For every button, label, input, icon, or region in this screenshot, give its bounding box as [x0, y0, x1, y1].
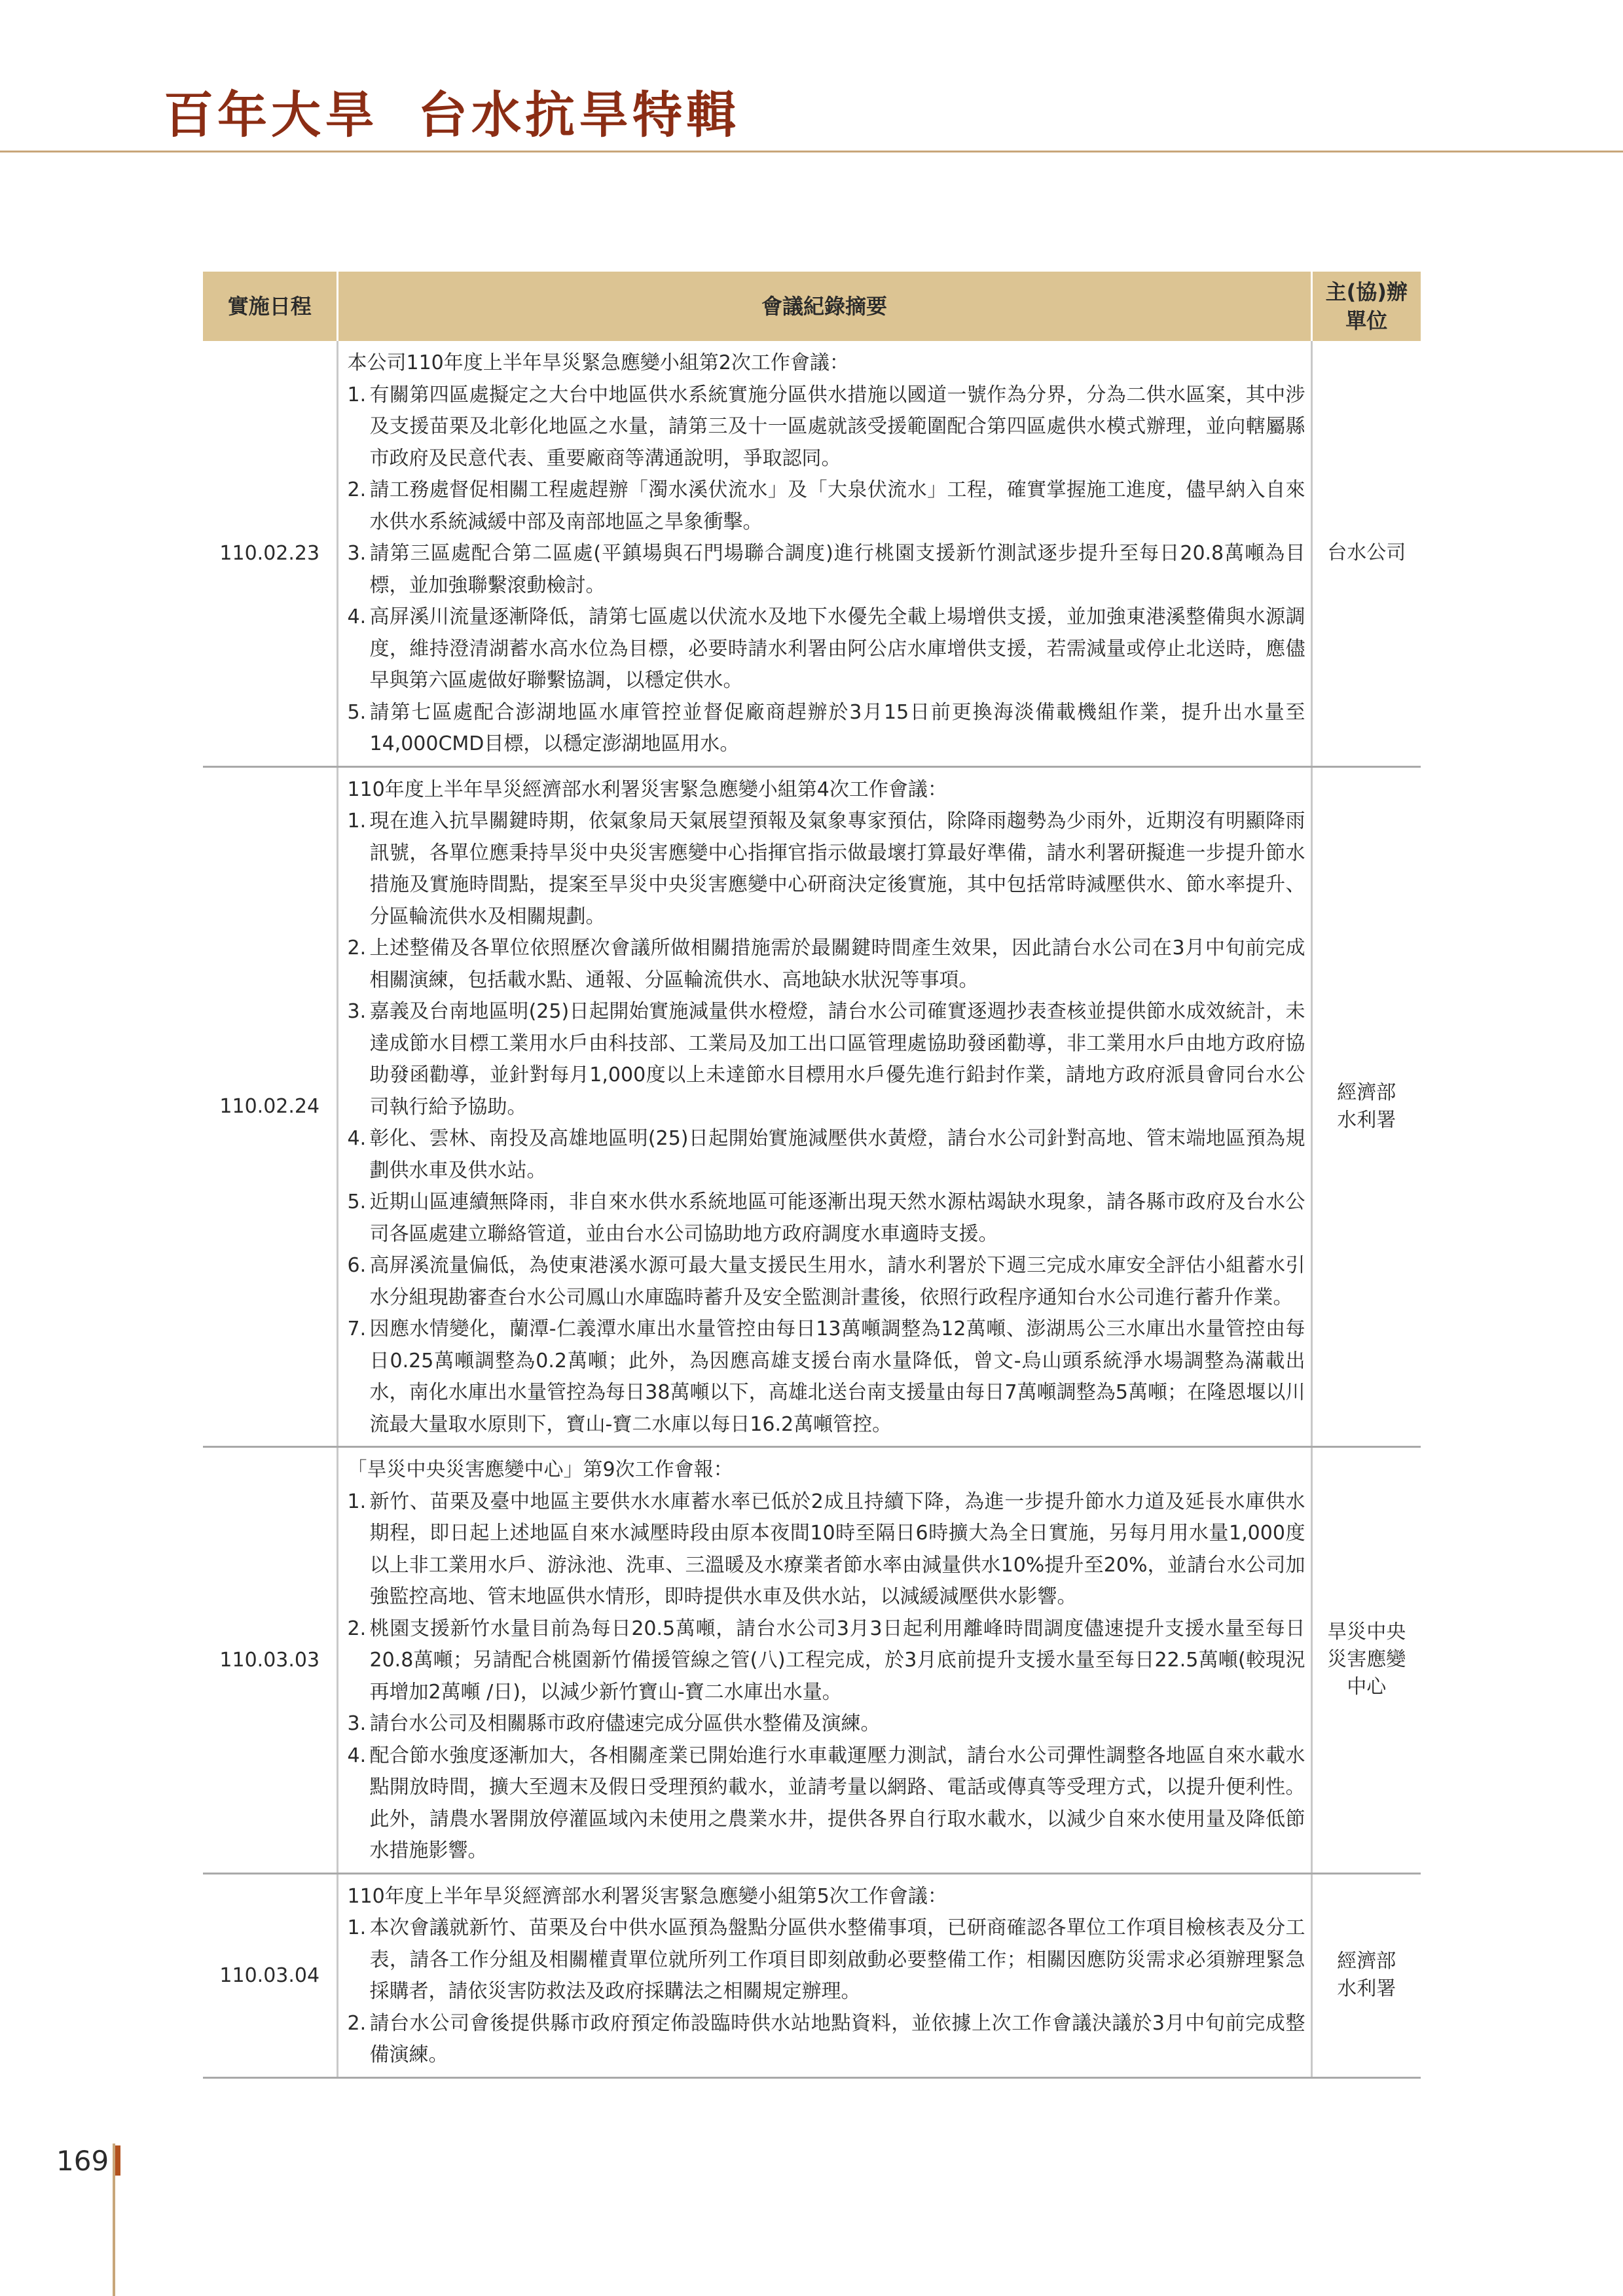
meeting-title: 本公司110年度上半年旱災緊急應變小組第2次工作會議： [347, 351, 849, 374]
resolution-item: 近期山區連續無降雨，非自來水供水系統地區可能逐漸出現天然水源枯竭缺水現象，請各縣市政府及台水公司各區處建立聯絡管道，並由台水公司協助地方政府調度水車適時支援。 [369, 1191, 1305, 1246]
resolution-item: 因應水情變化，蘭潭-仁義潭水庫出水量管控由每日13萬噸調整為12萬噸、澎湖馬公三水庫出水量管控由每日0.25萬噸調整為0.2萬噸；此外，為因應高雄支援台南水量降低，曾文-烏山頭系統淨水場調整為滿載出水，南化水庫出水量管控為每日38萬噸以下，高雄北送台南支援量由每日7萬噸調整為5萬噸；在隆恩堰以川流最大量取水原則下，寶山-寶二水庫以每日16.2萬噸管控。 [369, 1318, 1305, 1436]
resolution-list [348, 1912, 1305, 2072]
meeting-title: 110年度上半年旱災經濟部水利署災害緊急應變小組第5次工作會議： [347, 1884, 947, 1908]
resolution-item: 請工務處督促相關工程處趕辦「濁水溪伏流水」及「大泉伏流水」工程，確實掌握施工進度，儘早納入自來水供水系統減緩中部及南部地區之旱象衝擊。 [369, 478, 1305, 533]
resolution-item: 請第七區處配合澎湖地區水庫管控並督促廠商趕辦於3月15日前更換海淡備載機組作業，提升出水量至14,000CMD目標，以穩定澎湖地區用水。 [369, 700, 1305, 755]
resolution-item: 現在進入抗旱關鍵時期，依氣象局天氣展望預報及氣象專家預估，除降雨趨勢為少雨外，近期沒有明顯降雨訊號，各單位應秉持旱災中央災害應變中心指揮官指示做最壞打算最好準備，請水利署研擬進一步提升節水措施及實施時間點，提案至旱災中央災害應變中心研商決定後實施，其中包括常時減壓供水、節水率提升、分區輪流供水及相關規劃。 [369, 810, 1305, 928]
row-unit: 經濟部 水利署 [1311, 766, 1421, 1447]
resolution-item: 高屏溪川流量逐漸降低，請第七區處以伏流水及地下水優先全載上場增供支援，並加強東港溪整備與水源調度，維持澄清湖蓄水高水位為目標，必要時請水利署由阿公店水庫增供支援，若需減量或停止北送時，應儘早與第六區處做好聯繫協調，以穩定供水。 [369, 605, 1305, 692]
resolution-item: 新竹、苗栗及臺中地區主要供水水庫蓄水率已低於2成且持續下降，為進一步提升節水力道及延長水庫供水期程，即日起上述地區自來水減壓時段由原本夜間10時至隔日6時擴大為全日實施，另每月用水量1,000度以上非工業用水戶、游泳池、洗車、三溫暖及水療業者節水率由減量供水10%提升至20%，並請台水公司加強監控高地、管末地區供水情形，即時提供水車及供水站，以減緩減壓供水影響。 [369, 1490, 1305, 1608]
row-summary [337, 341, 1311, 766]
row-unit: 旱災中央 災害應變 中心 [1311, 1447, 1421, 1874]
page-number: 169 [56, 2145, 109, 2177]
table-body [203, 341, 1421, 2077]
header-title [164, 86, 740, 144]
table-row [203, 766, 1421, 1447]
row-date: 110.02.24 [203, 766, 337, 1447]
table-row [203, 1873, 1421, 2077]
row-summary [337, 1447, 1311, 1874]
resolution-item: 彰化、雲林、南投及高雄地區明(25)日起開始實施減壓供水黃燈，請台水公司針對高地、管末端地區預為規劃供水車及供水站。 [369, 1127, 1305, 1182]
resolution-item: 嘉義及台南地區明(25)日起開始實施減量供水橙燈，請台水公司確實逐週抄表查核並提供節水成效統計，未達成節水目標工業用水戶由科技部、工業局及加工出口區管理處協助發函勸導，非工業用水戶由地方政府協助發函勸導，並針對每月1,000度以上未達節水目標用水戶優先進行鉛封作業，請地方政府派員會同台水公司執行給予協助。 [369, 1000, 1305, 1119]
resolution-item: 桃園支援新竹水量目前為每日20.5萬噸，請台水公司3月3日起利用離峰時間調度儘速提升支援水量至每日20.8萬噸；另請配合桃園新竹備援管線之管(八)工程完成，於3月底前提升支援水量至每日22.5萬噸(較現況再增加2萬噸 /日)，以減少新竹寶山-寶二水庫出水量。 [369, 1617, 1305, 1704]
row-summary [337, 766, 1311, 1447]
header-title-part2: 台水抗旱特輯 [418, 86, 740, 144]
resolution-item: 有關第四區處擬定之大台中地區供水系統實施分區供水措施以國道一號作為分界，分為二供水區案，其中涉及支援苗栗及北彰化地區之水量，請第三及十一區處就該受援範圍配合第四區處供水模式辦理，並向轄屬縣市政府及民意代表、重要廠商等溝通說明，爭取認同。 [369, 383, 1305, 470]
row-summary [337, 1873, 1311, 2077]
header-divider [0, 151, 1623, 152]
resolution-list [348, 1486, 1305, 1867]
table-header-row [203, 272, 1421, 341]
resolution-list [348, 380, 1305, 761]
meeting-log-table [203, 272, 1421, 2079]
resolution-item: 請台水公司及相關縣市政府儘速完成分區供水整備及演練。 [369, 1712, 881, 1735]
resolution-list [348, 806, 1305, 1441]
header-summary: 會議紀錄摘要 [337, 272, 1311, 341]
resolution-item: 請台水公司會後提供縣市政府預定佈設臨時供水站地點資料，並依據上次工作會議決議於3月中旬前完成整備演練。 [369, 2011, 1305, 2066]
row-date: 110.03.04 [203, 1873, 337, 2077]
row-date: 110.03.03 [203, 1447, 337, 1874]
meeting-title: 「旱災中央災害應變中心」第9次工作會報： [347, 1458, 733, 1481]
row-unit: 經濟部 水利署 [1311, 1873, 1421, 2077]
meeting-title: 110年度上半年旱災經濟部水利署災害緊急應變小組第4次工作會議： [347, 778, 947, 801]
resolution-item: 本次會議就新竹、苗栗及台中供水區預為盤點分區供水整備事項，已研商確認各單位工作項目檢核表及分工表，請各工作分組及相關權責單位就所列工作項目即刻啟動必要整備工作；相關因應防災需求必須辦理緊急採購者，請依災害防救法及政府採購法之相關規定辦理。 [369, 1916, 1305, 2003]
margin-line [113, 2144, 115, 2296]
table-row [203, 1447, 1421, 1874]
header-title-part1: 百年大旱 [164, 86, 378, 144]
resolution-item: 配合節水強度逐漸加大，各相關產業已開始進行水車載運壓力測試，請台水公司彈性調整各地區自來水載水點開放時間，擴大至週末及假日受理預約載水，並請考量以網路、電話或傳真等受理方式，以提升便利性。此外，請農水署開放停灌區域內未使用之農業水井，提供各界自行取水載水，以減少自來水使用量及降低節水措施影響。 [369, 1744, 1305, 1862]
row-date: 110.02.23 [203, 341, 337, 766]
header-date: 實施日程 [203, 272, 337, 341]
resolution-item: 請第三區處配合第二區處(平鎮場與石門場聯合調度)進行桃園支援新竹測試逐步提升至每日20.8萬噸為目標，並加強聯繫滾動檢討。 [369, 542, 1305, 597]
header-unit: 主(協)辦 單位 [1311, 272, 1421, 341]
resolution-item: 高屏溪流量偏低，為使東港溪水源可最大量支援民生用水，請水利署於下週三完成水庫安全評估小組蓄水引水分組現勘審查台水公司鳳山水庫臨時蓄升及安全監測計畫後，依照行政程序通知台水公司進行蓄升作業。 [369, 1254, 1305, 1309]
table-row [203, 341, 1421, 766]
resolution-item: 上述整備及各單位依照歷次會議所做相關措施需於最關鍵時間產生效果，因此請台水公司在3月中旬前完成相關演練，包括載水點、通報、分區輪流供水、高地缺水狀況等事項。 [369, 937, 1305, 992]
row-unit: 台水公司 [1311, 341, 1421, 766]
